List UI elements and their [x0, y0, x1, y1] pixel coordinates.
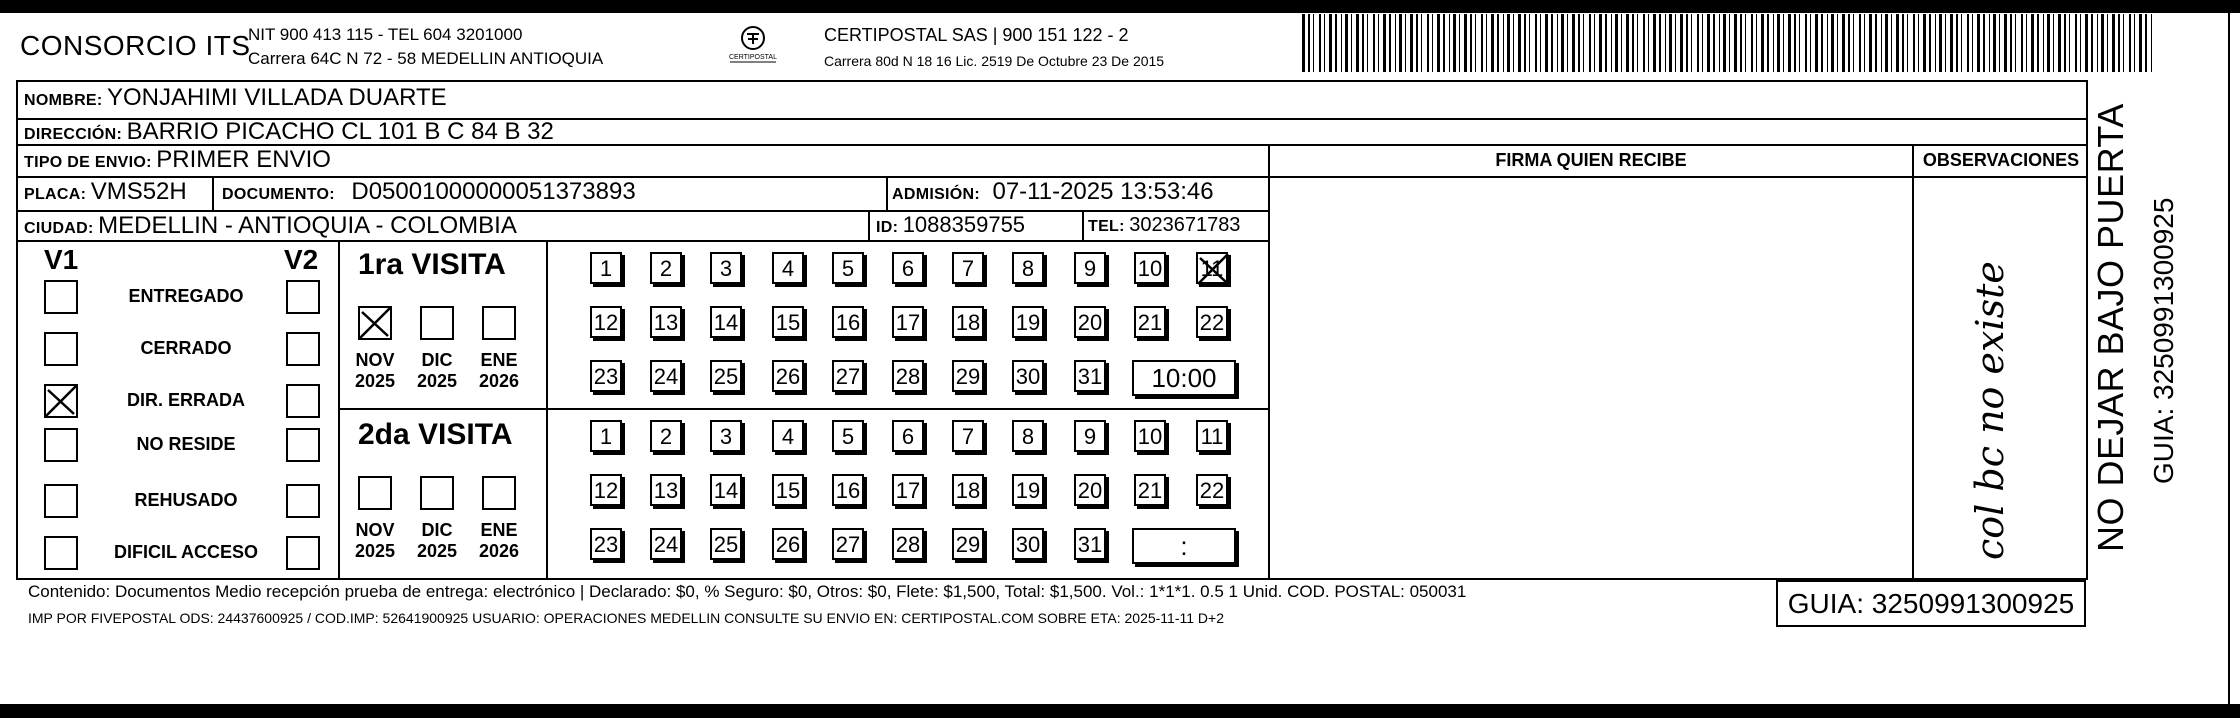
rule [886, 176, 888, 210]
first-visit-day[interactable]: 14 [710, 306, 742, 338]
company-nit: NIT 900 413 115 - TEL 604 3201000 [248, 25, 523, 44]
month-label: ENE 2026 [478, 350, 520, 391]
top-border [0, 0, 2240, 13]
second-visit-title: 2da VISITA [358, 418, 513, 451]
first-visit-day[interactable]: 25 [710, 360, 742, 392]
certipostal-logo [722, 22, 784, 70]
month-label: NOV 2025 [354, 520, 396, 561]
month-label: ENE 2026 [478, 520, 520, 561]
rule [16, 240, 1270, 242]
nombre-value: YONJAHIMI VILLADA DUARTE [107, 84, 447, 111]
second-visit-day[interactable]: 12 [590, 474, 622, 506]
tipo-label: TIPO DE ENVIO: [24, 154, 152, 171]
placa-row [24, 178, 187, 206]
second-visit-day[interactable]: 2 [650, 420, 682, 452]
month-checkbox[interactable] [482, 306, 516, 340]
second-visit-day[interactable]: 5 [832, 420, 864, 452]
right-edge-line [2228, 13, 2230, 704]
bottom-border [0, 704, 2240, 718]
id-label: ID: [876, 219, 899, 236]
guia-number-box: GUIA: 3250991300925 [1776, 580, 2086, 627]
second-visit-day[interactable]: 11 [1196, 420, 1228, 452]
tel-label: TEL: [1088, 218, 1125, 235]
footer-content-line: Contenido: Documentos Medio recepción prueba de entrega: electrónico | Declarado: $0, % Seguro: $0, Otros: $0, Flete: $1,500, Total: $1,500. Vol.: 1*1*1. 0.5 1 Unid. COD. POSTAL: 050031 [28, 582, 1467, 601]
v1-checkbox[interactable] [44, 280, 78, 314]
month-label: DIC 2025 [416, 520, 458, 561]
second-visit-day[interactable]: 13 [650, 474, 682, 506]
admision-value: 07-11-2025 13:53:46 [992, 178, 1214, 205]
firma-header: FIRMA QUIEN RECIBE [1495, 150, 1687, 170]
second-visit-day[interactable]: 21 [1134, 474, 1166, 506]
v2-checkbox[interactable] [286, 280, 320, 314]
tipo-value: PRIMER ENVIO [156, 146, 331, 173]
first-visit-day[interactable]: 23 [590, 360, 622, 392]
first-visit-day[interactable]: 1 [590, 252, 622, 284]
admision-row [892, 178, 1214, 206]
tel-value: 3023671783 [1129, 214, 1241, 236]
second-visit-day[interactable]: 19 [1012, 474, 1044, 506]
tipo-envio-row [24, 146, 331, 174]
first-visit-day[interactable]: 28 [892, 360, 924, 392]
first-visit-day[interactable]: 31 [1074, 360, 1106, 392]
v1-checkbox[interactable] [44, 384, 78, 418]
second-visit-day[interactable]: 31 [1074, 528, 1106, 560]
second-visit-day[interactable]: 9 [1074, 420, 1106, 452]
v1-checkbox[interactable] [44, 484, 78, 518]
status-option-label: DIFICIL ACCESO [113, 542, 258, 562]
observations-area[interactable] [1920, 180, 2086, 576]
second-visit-day[interactable]: 6 [892, 420, 924, 452]
month-checkbox[interactable] [420, 306, 454, 340]
second-visit-day[interactable]: 17 [892, 474, 924, 506]
month-checkbox[interactable] [358, 476, 392, 510]
nombre-label: NOMBRE: [24, 92, 103, 109]
courier-license: Carrera 80d N 18 16 Lic. 2519 De Octubre 23 De 2015 [824, 53, 1165, 69]
rule [212, 176, 214, 210]
first-visit-day[interactable]: 27 [832, 360, 864, 392]
footer-print-line: IMP POR FIVEPOSTAL ODS: 24437600925 / COD.IMP: 52641900925 USUARIO: OPERACIONES MEDELLIN CONSULTE SU ENVIO EN: CERTIPOSTAL.COM SOBRE ETA: 2025-11-11 D+2 [28, 610, 1225, 626]
second-visit-day[interactable]: 22 [1196, 474, 1228, 506]
first-visit-day[interactable]: 11 [1196, 252, 1228, 284]
placa-label: PLACA: [24, 186, 87, 203]
documento-row [222, 178, 636, 206]
first-visit-day[interactable]: 5 [832, 252, 864, 284]
first-visit-day[interactable]: 19 [1012, 306, 1044, 338]
first-visit-day[interactable]: 13 [650, 306, 682, 338]
first-visit-day[interactable]: 29 [952, 360, 984, 392]
second-visit-time[interactable]: : [1132, 528, 1236, 564]
direccion-value: BARRIO PICACHO CL 101 B C 84 B 32 [126, 118, 554, 145]
first-visit-day[interactable]: 8 [1012, 252, 1044, 284]
second-visit-day[interactable]: 3 [710, 420, 742, 452]
id-row [876, 212, 1025, 238]
first-visit-day[interactable]: 30 [1012, 360, 1044, 392]
second-visit-day[interactable]: 27 [832, 528, 864, 560]
rule [1082, 210, 1084, 240]
v2-checkbox[interactable] [286, 332, 320, 366]
status-option-label: REHUSADO [134, 490, 238, 510]
first-visit-day[interactable]: 12 [590, 306, 622, 338]
first-visit-day[interactable]: 15 [772, 306, 804, 338]
second-visit-day[interactable]: 4 [772, 420, 804, 452]
first-visit-day[interactable]: 9 [1074, 252, 1106, 284]
first-visit-day[interactable]: 2 [650, 252, 682, 284]
status-option-label: DIR. ERRADA [126, 390, 245, 410]
v1-header: V1 [44, 244, 79, 275]
v1-checkbox[interactable] [44, 332, 78, 366]
side-guia: GUIA: 3250991300925 [2148, 197, 2179, 484]
status-option-label: CERRADO [140, 338, 232, 358]
rule [546, 240, 548, 578]
placa-value: VMS52H [90, 178, 187, 205]
rule [868, 210, 870, 240]
v1-checkbox[interactable] [44, 536, 78, 570]
documento-label: DOCUMENTO: [222, 186, 335, 203]
month-checkbox[interactable] [358, 306, 392, 340]
ciudad-row [24, 212, 517, 240]
first-visit-day[interactable]: 6 [892, 252, 924, 284]
second-visit-day[interactable]: 8 [1012, 420, 1044, 452]
second-visit-day[interactable]: 25 [710, 528, 742, 560]
second-visit-day[interactable]: 10 [1134, 420, 1166, 452]
first-visit-day[interactable]: 17 [892, 306, 924, 338]
second-visit-day[interactable]: 23 [590, 528, 622, 560]
signature-area[interactable] [1272, 180, 1910, 576]
observaciones-header: OBSERVACIONES [1922, 150, 2080, 170]
first-visit-day[interactable]: 16 [832, 306, 864, 338]
first-visit-day[interactable]: 24 [650, 360, 682, 392]
rule [1268, 144, 1270, 578]
second-visit-day[interactable]: 28 [892, 528, 924, 560]
second-visit-day[interactable]: 20 [1074, 474, 1106, 506]
second-visit-day[interactable]: 30 [1012, 528, 1044, 560]
v2-checkbox[interactable] [286, 428, 320, 462]
first-visit-time[interactable]: 10:00 [1132, 360, 1236, 396]
v2-checkbox[interactable] [286, 536, 320, 570]
company-name: CONSORCIO ITS [20, 30, 251, 61]
first-visit-day[interactable]: 22 [1196, 306, 1228, 338]
month-checkbox[interactable] [482, 476, 516, 510]
first-visit-day[interactable]: 20 [1074, 306, 1106, 338]
month-label: DIC 2025 [416, 350, 458, 391]
first-visit-day[interactable]: 18 [952, 306, 984, 338]
rule [340, 408, 1270, 410]
rule [338, 240, 340, 578]
handwritten-observation: col bc no existe [1968, 261, 2012, 560]
logo-caption: CERTIPOSTAL [729, 54, 777, 61]
first-visit-day[interactable]: 3 [710, 252, 742, 284]
first-visit-day[interactable]: 21 [1134, 306, 1166, 338]
v2-header: V2 [284, 244, 319, 275]
rule [1270, 176, 1914, 178]
second-visit-day[interactable]: 15 [772, 474, 804, 506]
barcode [1302, 14, 2156, 72]
status-option-label: ENTREGADO [128, 286, 244, 306]
second-visit-day[interactable]: 18 [952, 474, 984, 506]
status-option-label: NO RESIDE [136, 434, 236, 454]
nombre-row [24, 84, 447, 112]
second-visit-day[interactable]: 29 [952, 528, 984, 560]
first-visit-day[interactable]: 10 [1134, 252, 1166, 284]
v2-checkbox[interactable] [286, 384, 320, 418]
rule [1912, 144, 1914, 578]
ciudad-value: MEDELLIN - ANTIOQUIA - COLOMBIA [98, 212, 517, 239]
v2-checkbox[interactable] [286, 484, 320, 518]
second-visit-day[interactable]: 14 [710, 474, 742, 506]
v1-checkbox[interactable] [44, 428, 78, 462]
month-label: NOV 2025 [354, 350, 396, 391]
second-visit-day[interactable]: 16 [832, 474, 864, 506]
direccion-row [24, 118, 554, 146]
company-address: Carrera 64C N 72 - 58 MEDELLIN ANTIOQUIA [248, 49, 604, 68]
second-visit-day[interactable]: 24 [650, 528, 682, 560]
admision-label: ADMISIÓN: [892, 186, 981, 203]
second-visit-day[interactable]: 1 [590, 420, 622, 452]
first-visit-title: 1ra VISITA [358, 248, 506, 281]
rule [1914, 176, 2088, 178]
id-value: 1088359755 [902, 212, 1026, 237]
first-visit-day[interactable]: 7 [952, 252, 984, 284]
first-visit-day[interactable]: 4 [772, 252, 804, 284]
second-visit-day[interactable]: 7 [952, 420, 984, 452]
tel-row [1088, 214, 1240, 237]
second-visit-day[interactable]: 26 [772, 528, 804, 560]
courier-name: CERTIPOSTAL SAS | 900 151 122 - 2 [824, 25, 1129, 45]
documento-value: D05001000000051373893 [351, 178, 636, 205]
first-visit-day[interactable]: 26 [772, 360, 804, 392]
direccion-label: DIRECCIÓN: [24, 126, 123, 143]
month-checkbox[interactable] [420, 476, 454, 510]
side-notice: NO DEJAR BAJO PUERTA [2090, 103, 2131, 552]
ciudad-label: CIUDAD: [24, 220, 94, 237]
